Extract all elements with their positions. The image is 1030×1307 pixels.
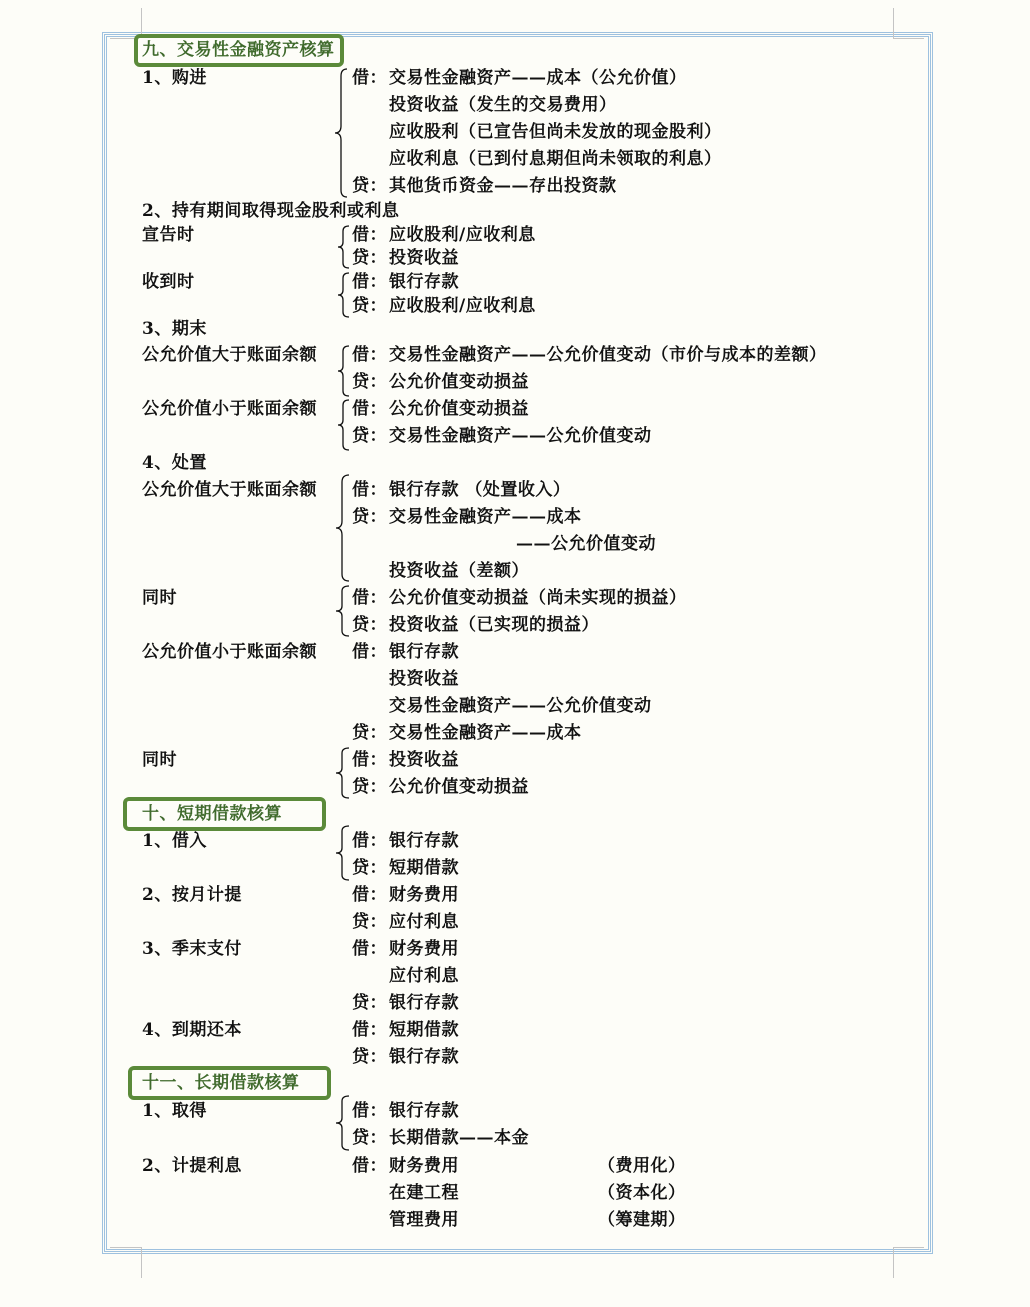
item-label: 2、计提利息 <box>142 1156 242 1176</box>
entry-text: 投资收益（发生的交易费用） <box>389 95 617 115</box>
entry-text: 交易性金融资产——公允价值变动 <box>389 426 652 446</box>
debit-marker: 借： <box>352 750 387 770</box>
entry-text: 应付利息 <box>389 912 459 932</box>
debit-marker: 借： <box>352 642 387 662</box>
entry-text: 交易性金融资产——成本（公允价值） <box>389 68 687 88</box>
entry-text: 应收股利（已宣告但尚未发放的现金股利） <box>389 122 722 142</box>
entry-text: 银行存款 （处置收入） <box>389 480 571 500</box>
brace-icon <box>334 585 350 637</box>
item-label: 4、到期还本 <box>142 1020 242 1040</box>
entry-text: 公允价值变动损益 <box>389 372 529 392</box>
credit-marker: 贷： <box>352 296 387 316</box>
item-label: 同时 <box>142 588 177 608</box>
credit-marker: 贷： <box>352 1047 387 1067</box>
entry-note: （费用化） <box>598 1156 686 1176</box>
entry-text: 交易性金融资产——公允价值变动（市价与成本的差额） <box>389 345 827 365</box>
debit-marker: 借： <box>352 399 387 419</box>
debit-marker: 借： <box>352 885 387 905</box>
item-label: 1、取得 <box>142 1101 207 1121</box>
credit-marker: 贷： <box>352 723 387 743</box>
credit-marker: 贷： <box>352 248 387 268</box>
entry-note: （资本化） <box>598 1183 686 1203</box>
entry-text: 其他货币资金——存出投资款 <box>389 176 617 196</box>
credit-marker: 贷： <box>352 777 387 797</box>
brace-icon <box>336 345 350 397</box>
entry-text: 交易性金融资产——公允价值变动 <box>389 696 652 716</box>
entry-text: 应收股利/应收利息 <box>389 225 536 245</box>
brace-icon <box>336 399 350 451</box>
credit-marker: 贷： <box>352 858 387 878</box>
entry-text: 银行存款 <box>389 1101 459 1121</box>
entry-text: ——公允价值变动 <box>516 534 656 554</box>
credit-marker: 贷： <box>352 426 387 446</box>
entry-text: 应付利息 <box>389 966 459 986</box>
credit-marker: 贷： <box>352 615 387 635</box>
section-title-trading-assets: 九、交易性金融资产核算 <box>142 40 335 60</box>
credit-marker: 贷： <box>352 176 387 196</box>
entry-text: 财务费用 <box>389 885 459 905</box>
entry-text: 银行存款 <box>389 642 459 662</box>
entry-text: 交易性金融资产——成本 <box>389 723 582 743</box>
crop-mark-bottom-left-h <box>110 1247 142 1248</box>
entry-text: 应收股利/应收利息 <box>389 296 536 316</box>
entry-text: 交易性金融资产——成本 <box>389 507 582 527</box>
debit-marker: 借： <box>352 1020 387 1040</box>
debit-marker: 借： <box>352 480 387 500</box>
entry-text: 投资收益 <box>389 750 459 770</box>
crop-mark-bottom-right-v <box>893 1247 894 1278</box>
entry-text: 长期借款——本金 <box>389 1128 529 1148</box>
entry-text: 在建工程 <box>389 1183 459 1203</box>
entry-text: 应收利息（已到付息期但尚未领取的利息） <box>389 149 722 169</box>
entry-text: 公允价值变动损益 <box>389 777 529 797</box>
section-title-long-term-loans: 十一、长期借款核算 <box>142 1073 300 1093</box>
entry-text: 银行存款 <box>389 831 459 851</box>
debit-marker: 借： <box>352 1101 387 1121</box>
item-label: 4、处置 <box>142 453 207 473</box>
credit-marker: 贷： <box>352 1128 387 1148</box>
item-label: 收到时 <box>142 272 195 292</box>
entry-text: 财务费用 <box>389 1156 459 1176</box>
entry-text: 银行存款 <box>389 1047 459 1067</box>
entry-text: 公允价值变动损益 <box>389 399 529 419</box>
brace-icon <box>334 474 350 582</box>
entry-text: 短期借款 <box>389 1020 459 1040</box>
debit-marker: 借： <box>352 68 387 88</box>
entry-text: 投资收益（已实现的损益） <box>389 615 599 635</box>
entry-text: 投资收益 <box>389 669 459 689</box>
brace-icon <box>336 225 350 269</box>
credit-marker: 贷： <box>352 507 387 527</box>
item-label: 公允价值大于账面余额 <box>142 480 317 500</box>
credit-marker: 贷： <box>352 372 387 392</box>
debit-marker: 借： <box>352 831 387 851</box>
brace-icon <box>333 68 349 198</box>
item-label: 3、期末 <box>142 319 207 339</box>
entry-text: 财务费用 <box>389 939 459 959</box>
crop-mark-bottom-left-v <box>141 1247 142 1278</box>
crop-mark-top-right-v <box>893 8 894 39</box>
item-label: 同时 <box>142 750 177 770</box>
section-title-short-term-loans: 十、短期借款核算 <box>142 804 282 824</box>
item-label: 公允价值小于账面余额 <box>142 399 317 419</box>
entry-text: 银行存款 <box>389 993 459 1013</box>
brace-icon <box>334 825 350 881</box>
entry-text: 公允价值变动损益（尚未实现的损益） <box>389 588 687 608</box>
crop-mark-bottom-right-h <box>893 1247 924 1248</box>
brace-icon <box>334 747 350 799</box>
item-label: 3、季末支付 <box>142 939 242 959</box>
credit-marker: 贷： <box>352 993 387 1013</box>
entry-text: 银行存款 <box>389 272 459 292</box>
debit-marker: 借： <box>352 345 387 365</box>
debit-marker: 借： <box>352 939 387 959</box>
item-label: 2、按月计提 <box>142 885 242 905</box>
brace-icon <box>336 272 350 318</box>
debit-marker: 借： <box>352 588 387 608</box>
entry-text: 管理费用 <box>389 1210 459 1230</box>
item-label: 1、借入 <box>142 831 207 851</box>
debit-marker: 借： <box>352 272 387 292</box>
item-label: 公允价值大于账面余额 <box>142 345 317 365</box>
item-label: 2、持有期间取得现金股利或利息 <box>142 201 400 221</box>
credit-marker: 贷： <box>352 912 387 932</box>
brace-icon <box>334 1095 350 1151</box>
debit-marker: 借： <box>352 1156 387 1176</box>
item-label: 1、购进 <box>142 68 207 88</box>
entry-text: 投资收益（差额） <box>389 561 529 581</box>
entry-text: 投资收益 <box>389 248 459 268</box>
item-label: 公允价值小于账面余额 <box>142 642 317 662</box>
entry-note: （筹建期） <box>598 1210 686 1230</box>
crop-mark-top-right-h <box>893 38 924 39</box>
debit-marker: 借： <box>352 225 387 245</box>
entry-text: 短期借款 <box>389 858 459 878</box>
item-label: 宣告时 <box>142 225 195 245</box>
